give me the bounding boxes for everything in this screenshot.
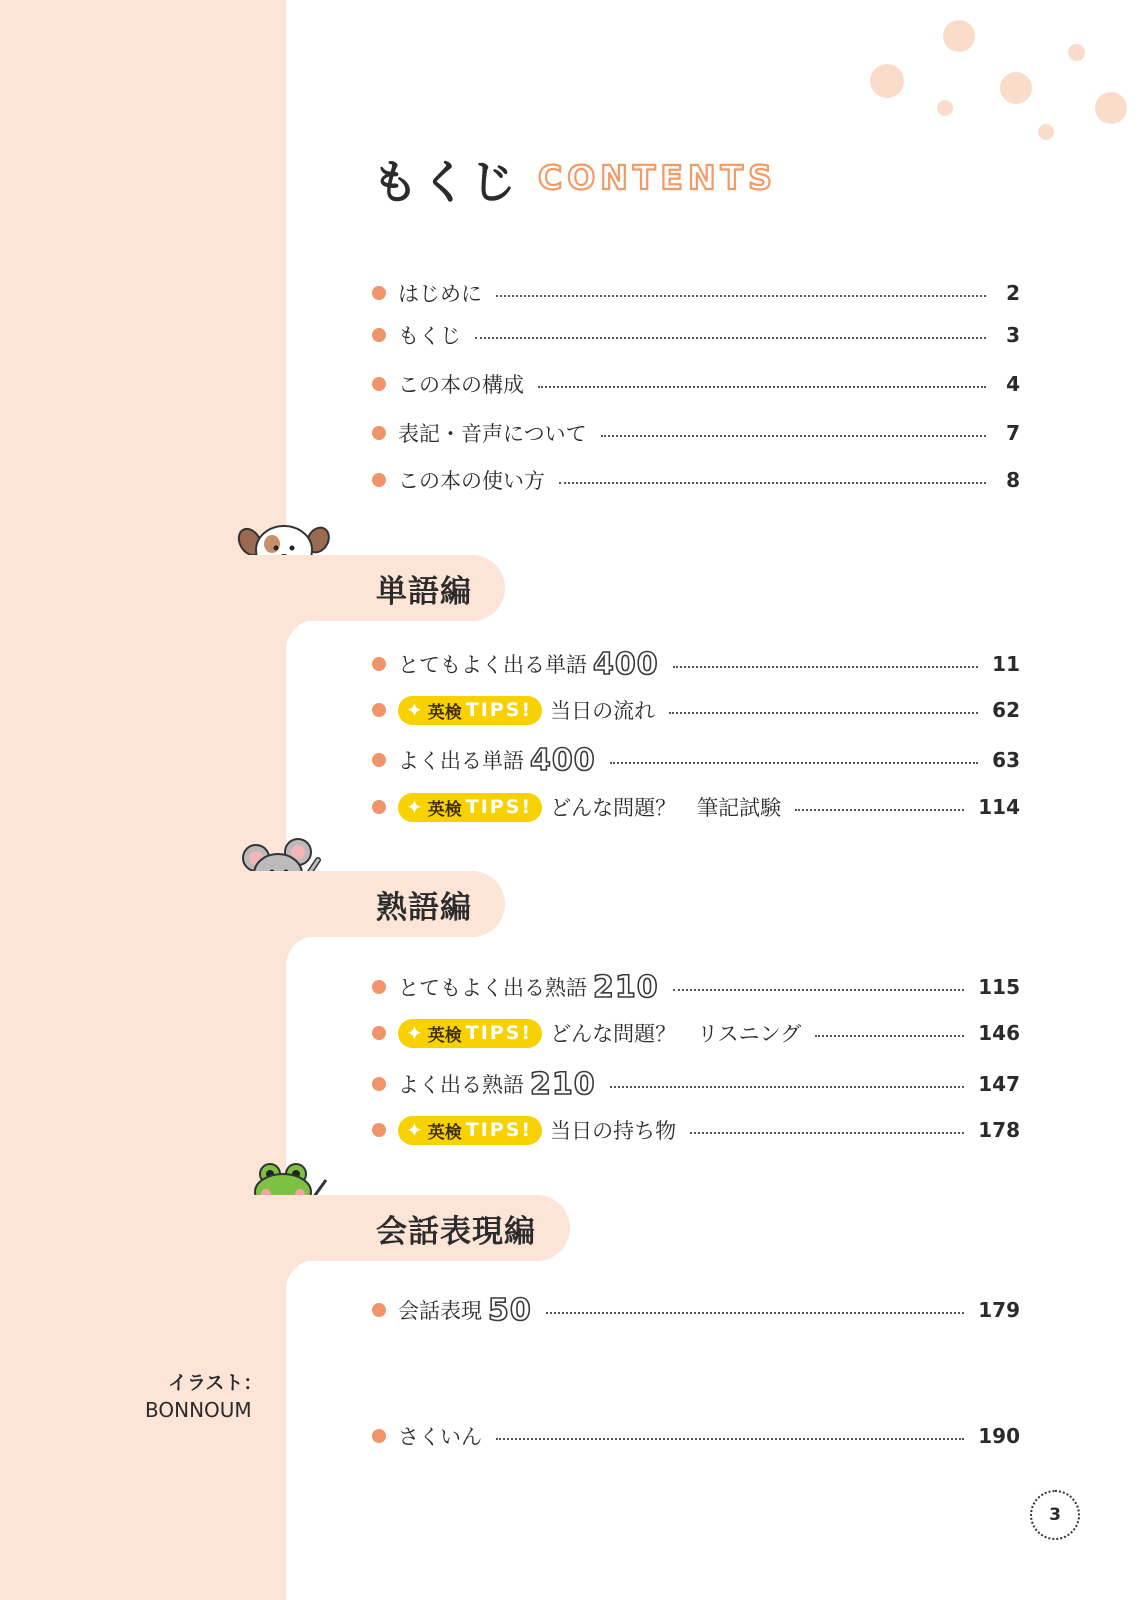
toc-page: 178 — [978, 1118, 1020, 1142]
bullet-icon — [372, 980, 386, 994]
toc-item-index[interactable] — [372, 1420, 1020, 1452]
bullet-icon — [372, 1026, 386, 1040]
toc-label: 当日の流れ — [550, 699, 656, 723]
dot-leader — [496, 295, 986, 297]
bullet-icon — [372, 753, 386, 767]
decor-dot — [1068, 44, 1085, 61]
dot-leader — [669, 712, 978, 714]
toc-page: 146 — [978, 1021, 1020, 1045]
bullet-icon — [372, 1303, 386, 1317]
toc-item-structure[interactable] — [372, 368, 1020, 400]
bullet-icon — [372, 286, 386, 300]
toc-page: 147 — [978, 1072, 1020, 1096]
toc-item-tango-1[interactable] — [372, 648, 1020, 680]
count-number: 400 — [593, 646, 659, 682]
section-heading-text: 会話表現編 — [376, 1213, 536, 1250]
count-number: 400 — [530, 742, 596, 778]
bullet-icon — [372, 1077, 386, 1091]
bullet-icon — [372, 328, 386, 342]
toc-page: 8 — [1006, 468, 1020, 492]
section-heading-jukugo — [0, 871, 505, 937]
toc-page: 114 — [978, 795, 1020, 819]
decor-dot — [870, 64, 904, 98]
toc-item-hajimeni[interactable] — [372, 277, 1020, 309]
dot-leader — [601, 435, 986, 437]
count-number: 210 — [530, 1066, 596, 1102]
toc-label: この本の構成 — [398, 373, 524, 397]
toc-page: 62 — [992, 698, 1020, 722]
toc-label: 会話表現 50 — [398, 1292, 532, 1328]
bullet-icon — [372, 657, 386, 671]
dot-leader — [795, 809, 964, 811]
section-heading-kaiwa — [0, 1195, 570, 1261]
toc-label: さくいん — [398, 1425, 482, 1449]
toc-label: どんな問題？ リスニング — [550, 1022, 802, 1046]
page-title-english: CONTENTS — [538, 158, 777, 197]
count-number: 210 — [593, 969, 659, 1005]
toc-label: この本の使い方 — [398, 469, 545, 493]
sparkle-icon: ✦ — [406, 698, 423, 722]
toc-item-tango-4[interactable] — [372, 791, 1020, 823]
tab-corner — [286, 936, 316, 966]
eiken-tips-badge: ✦ 英検 TIPS! — [398, 1116, 542, 1145]
bullet-icon — [372, 1429, 386, 1443]
toc-item-tango-2[interactable] — [372, 694, 1020, 726]
eiken-tips-badge: ✦ 英検 TIPS! — [398, 1019, 542, 1048]
toc-page: 190 — [978, 1424, 1020, 1448]
eiken-tips-badge: ✦ 英検 TIPS! — [398, 696, 542, 725]
bullet-icon — [372, 1123, 386, 1137]
toc-item-tango-3[interactable] — [372, 744, 1020, 776]
sparkle-icon: ✦ — [406, 1021, 423, 1045]
toc-label: よく出る熟語 210 — [398, 1066, 596, 1102]
toc-item-jukugo-3[interactable] — [372, 1068, 1020, 1100]
page-number: 3 — [1030, 1490, 1080, 1540]
toc-item-jukugo-4[interactable] — [372, 1114, 1020, 1146]
dot-leader — [690, 1132, 964, 1134]
dot-leader — [475, 337, 986, 339]
decor-dot — [1038, 124, 1054, 140]
toc-page: 63 — [992, 748, 1020, 772]
decor-dot — [943, 20, 975, 52]
tab-corner — [286, 620, 316, 650]
toc-label: もくじ — [398, 324, 461, 348]
left-sidebar-band — [0, 0, 286, 1600]
toc-item-howto[interactable] — [372, 464, 1020, 496]
toc-page: 7 — [1006, 421, 1020, 445]
toc-page: 3 — [1006, 323, 1020, 347]
tab-corner — [286, 1260, 316, 1290]
section-heading-text: 熟語編 — [376, 889, 472, 926]
count-number: 50 — [488, 1292, 532, 1328]
section-heading-tango — [0, 555, 505, 621]
toc-label: 表記・音声について — [398, 422, 587, 446]
toc-page: 2 — [1006, 281, 1020, 305]
dot-leader — [546, 1312, 965, 1314]
toc-label: よく出る単語 400 — [398, 742, 596, 778]
toc-item-kaiwa-1[interactable] — [372, 1294, 1020, 1326]
toc-label: どんな問題？ 筆記試験 — [550, 796, 782, 820]
toc-item-jukugo-1[interactable] — [372, 971, 1020, 1003]
eiken-tips-badge: ✦ 英検 TIPS! — [398, 793, 542, 822]
dot-leader — [610, 762, 979, 764]
sparkle-icon: ✦ — [406, 1118, 423, 1142]
toc-page: 179 — [978, 1298, 1020, 1322]
dot-leader — [538, 386, 986, 388]
toc-label: とてもよく出る熟語 210 — [398, 969, 659, 1005]
toc-label: 当日の持ち物 — [550, 1119, 677, 1143]
toc-item-jukugo-2[interactable] — [372, 1017, 1020, 1049]
dot-leader — [559, 482, 986, 484]
dot-leader — [610, 1086, 965, 1088]
decor-dot — [1000, 72, 1032, 104]
sparkle-icon: ✦ — [406, 795, 423, 819]
page-title: もくじ — [372, 155, 519, 209]
bullet-icon — [372, 426, 386, 440]
section-heading-text: 単語編 — [376, 573, 472, 610]
dot-leader — [673, 989, 965, 991]
bullet-icon — [372, 703, 386, 717]
toc-page: 11 — [992, 652, 1020, 676]
dot-leader — [815, 1035, 964, 1037]
decor-dot — [937, 100, 953, 116]
toc-label: とてもよく出る単語 400 — [398, 646, 659, 682]
toc-item-notation[interactable] — [372, 417, 1020, 449]
dot-leader — [673, 666, 979, 668]
toc-page: 4 — [1006, 372, 1020, 396]
dot-leader — [496, 1438, 964, 1440]
bullet-icon — [372, 377, 386, 391]
bullet-icon — [372, 473, 386, 487]
illustration-credit-name: BONNOUM — [145, 1398, 252, 1422]
illustration-credit-label: イラスト： — [168, 1372, 263, 1394]
decor-dot — [1095, 92, 1127, 124]
toc-item-mokuji[interactable] — [372, 319, 1020, 351]
toc-label: はじめに — [398, 282, 482, 306]
bullet-icon — [372, 800, 386, 814]
toc-page: 115 — [978, 975, 1020, 999]
